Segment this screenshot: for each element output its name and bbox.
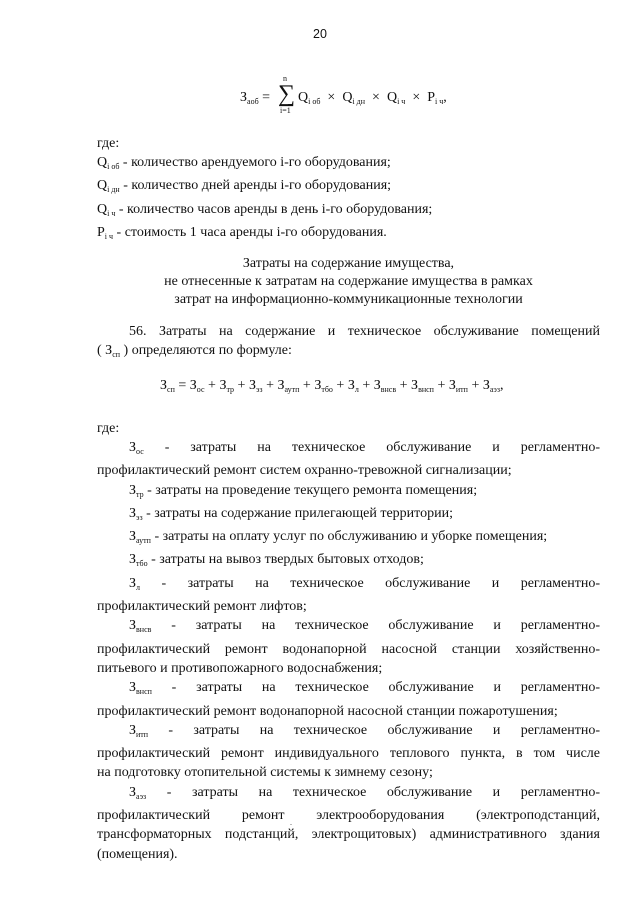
lhs-symbol: З xyxy=(240,90,248,105)
definition-item xyxy=(97,527,600,550)
def-symbol: З xyxy=(129,529,137,545)
def-symbol: З xyxy=(129,482,137,498)
equipment-rental-formula xyxy=(240,74,500,118)
sum-lower-limit: i=1 xyxy=(280,106,291,115)
term-subscript: i ч xyxy=(397,97,406,106)
def-continuation: профилактический ремонт электрооборудования (электроподстанций, xyxy=(97,808,600,824)
def-text: - затраты на вывоз твердых бытовых отходов; xyxy=(147,552,424,568)
term-symbol: З xyxy=(248,378,256,393)
term-subscript: аэз xyxy=(489,385,501,394)
section-heading xyxy=(97,255,600,309)
definitions-list-2 xyxy=(97,438,600,864)
def-text: - затраты на техническое обслуживание и регламентно- xyxy=(146,784,600,800)
def-text: - затраты на содержание прилегающей территории; xyxy=(142,505,453,521)
def-continuation: на подготовку отопительной системы к зимнему сезону; xyxy=(97,765,433,781)
def-subscript: тбо xyxy=(136,559,148,569)
def-text: - количество часов аренды в день i-го оборудования; xyxy=(115,201,433,217)
term-subscript: i об xyxy=(308,97,321,106)
def-symbol: З xyxy=(129,505,137,521)
def-symbol: З xyxy=(129,618,137,634)
term-symbol: Q xyxy=(342,90,353,105)
def-subscript: i об xyxy=(107,162,120,171)
def-text: - стоимость 1 часа аренды i-го оборудования. xyxy=(113,224,387,240)
def-continuation: (помещения). xyxy=(97,846,178,862)
def-symbol: З xyxy=(129,575,137,591)
definition-item xyxy=(97,176,600,199)
def-continuation: трансформаторных подстанций, электрощитовых) административного здания xyxy=(97,827,600,843)
term-subscript: внсв xyxy=(380,385,397,394)
def-symbol: З xyxy=(129,722,137,738)
plus-sign: + xyxy=(266,378,274,393)
equals-sign: = xyxy=(178,378,187,393)
definition-item xyxy=(97,504,600,527)
def-first-line xyxy=(97,783,600,806)
inline-subscript: сп xyxy=(112,350,121,360)
def-continuation: профилактический ремонт водонапорной насосной станции пожаротушения; xyxy=(97,703,558,719)
inline-symbol: З xyxy=(105,343,113,359)
def-subscript: i дн xyxy=(107,185,120,195)
def-subscript: i ч xyxy=(104,231,114,241)
def-text: - количество арендуемого i-го оборудования; xyxy=(119,155,391,170)
def-symbol: З xyxy=(129,680,137,696)
term-subscript: эз xyxy=(255,385,263,394)
heading-line: не отнесенные к затратам на содержание имущества в рамках xyxy=(164,274,533,289)
definition-item xyxy=(97,200,600,223)
def-subscript: внсв xyxy=(136,625,152,635)
def-subscript: аутп xyxy=(136,536,151,546)
paragraph-56 xyxy=(97,322,600,365)
times-sign: × xyxy=(412,90,421,105)
term-subscript: итп xyxy=(455,385,468,394)
term-symbol: З xyxy=(219,378,227,393)
times-sign: × xyxy=(327,90,336,105)
def-subscript: внсп xyxy=(136,687,152,697)
formula-lhs xyxy=(240,90,270,106)
def-text: - затраты на оплату услуг по обслуживанию и уборке помещения; xyxy=(150,529,548,545)
def-symbol: Q xyxy=(97,201,108,217)
definition-item xyxy=(97,223,600,246)
term-symbol: З xyxy=(411,378,419,393)
term-symbol: З xyxy=(189,378,197,393)
def-text: - затраты на техническое обслуживание и регламентно- xyxy=(151,618,600,634)
def-symbol: З xyxy=(129,440,137,455)
def-text: - затраты на техническое обслуживание и регламентно- xyxy=(148,722,600,738)
page-number: 20 xyxy=(313,27,327,41)
lhs-symbol: З xyxy=(160,378,168,393)
definition-item xyxy=(97,783,600,864)
where-label-2: где: xyxy=(97,421,120,436)
definition-item xyxy=(97,616,600,678)
def-symbol: P xyxy=(97,224,105,240)
plus-sign: + xyxy=(208,378,216,393)
def-first-line xyxy=(97,678,600,701)
scan-speck xyxy=(290,824,292,825)
term-symbol: З xyxy=(347,378,355,393)
paren-open: ( xyxy=(97,343,106,359)
def-symbol: З xyxy=(129,552,137,568)
term-symbol: Q xyxy=(386,90,398,105)
definition-item xyxy=(97,550,600,573)
def-text: - количество дней аренды i-го оборудования; xyxy=(119,178,392,194)
plus-sign: + xyxy=(336,378,345,393)
def-symbol: Q xyxy=(97,178,108,194)
definition-item xyxy=(97,438,600,481)
def-symbol: З xyxy=(129,784,137,800)
formula-end-comma: , xyxy=(500,378,504,393)
definition-item xyxy=(97,574,600,617)
lhs-subscript: аоб xyxy=(247,97,259,106)
term-subscript: тбо xyxy=(321,385,333,394)
plus-sign: + xyxy=(302,378,311,393)
def-continuation: профилактический ремонт лифтов; xyxy=(97,599,307,615)
def-subscript: аэз xyxy=(136,791,147,801)
formula-rhs xyxy=(298,90,447,106)
plus-sign: + xyxy=(237,378,246,393)
heading-line: затрат на информационно-коммуникационные технологии xyxy=(174,292,523,307)
def-continuation: профилактический ремонт систем охранно-тревожной сигнализации; xyxy=(97,463,512,479)
definition-item xyxy=(97,678,600,721)
definition-item xyxy=(97,153,600,176)
term-symbol: З xyxy=(314,378,322,393)
definition-item xyxy=(97,481,600,504)
term-symbol: З xyxy=(373,378,381,393)
where-label-1: где: xyxy=(97,136,120,151)
term-symbol: P xyxy=(427,90,436,105)
term-subscript: i дн xyxy=(352,97,366,106)
def-text: - затраты на проведение текущего ремонта помещения; xyxy=(143,482,478,498)
paragraph-line xyxy=(97,341,600,364)
def-first-line xyxy=(97,438,600,461)
plus-sign: + xyxy=(471,378,480,393)
term-subscript: аутп xyxy=(284,385,300,394)
def-subscript: i ч xyxy=(107,208,116,218)
definition-item xyxy=(97,721,600,783)
summation-sign: ∑ xyxy=(278,81,296,107)
formula-end-comma: , xyxy=(443,90,447,105)
def-first-line xyxy=(97,574,600,597)
plus-sign: + xyxy=(399,378,408,393)
paragraph-text: ) определяются по формуле: xyxy=(120,343,292,359)
term-subscript: i ч xyxy=(435,97,444,106)
def-subscript: тр xyxy=(136,489,144,499)
def-continuation: профилактический ремонт индивидуального теплового пункта, в том числе xyxy=(97,746,600,762)
sum-upper-limit: n xyxy=(283,74,287,83)
term-symbol: Q xyxy=(298,90,309,105)
def-text: - затраты на техническое обслуживание и регламентно- xyxy=(151,680,600,696)
def-first-line xyxy=(97,616,600,639)
def-text: - затраты на техническое обслуживание и регламентно- xyxy=(143,440,600,455)
equals-sign: = xyxy=(262,90,271,105)
def-continuation: питьевого и противопожарного водоснабжения; xyxy=(97,660,383,676)
paragraph-line: 56. Затраты на содержание и техническое обслуживание помещений xyxy=(129,324,600,339)
def-subscript: л xyxy=(136,582,141,592)
term-subscript: тр xyxy=(226,385,235,394)
term-subscript: ос xyxy=(196,385,205,394)
def-subscript: эз xyxy=(136,512,143,522)
def-subscript: итп xyxy=(136,729,149,739)
term-symbol: З xyxy=(448,378,456,393)
heading-line: Затраты на содержание имущества, xyxy=(242,256,455,271)
plus-sign: + xyxy=(362,378,371,393)
definitions-list-1 xyxy=(97,153,600,246)
term-symbol: З xyxy=(277,378,285,393)
plus-sign: + xyxy=(437,378,446,393)
premises-cost-formula xyxy=(160,378,504,394)
lhs-subscript: сп xyxy=(167,385,175,394)
def-subscript: ос xyxy=(136,447,144,456)
def-text: - затраты на техническое обслуживание и регламентно- xyxy=(140,575,600,591)
term-subscript: внсп xyxy=(418,385,434,394)
term-subscript: л xyxy=(354,385,359,394)
term-symbol: З xyxy=(482,378,490,393)
def-first-line xyxy=(97,721,600,744)
def-symbol: Q xyxy=(97,155,108,170)
times-sign: × xyxy=(372,90,380,105)
def-continuation: профилактический ремонт водонапорной насосной станции хозяйственно- xyxy=(97,641,600,657)
